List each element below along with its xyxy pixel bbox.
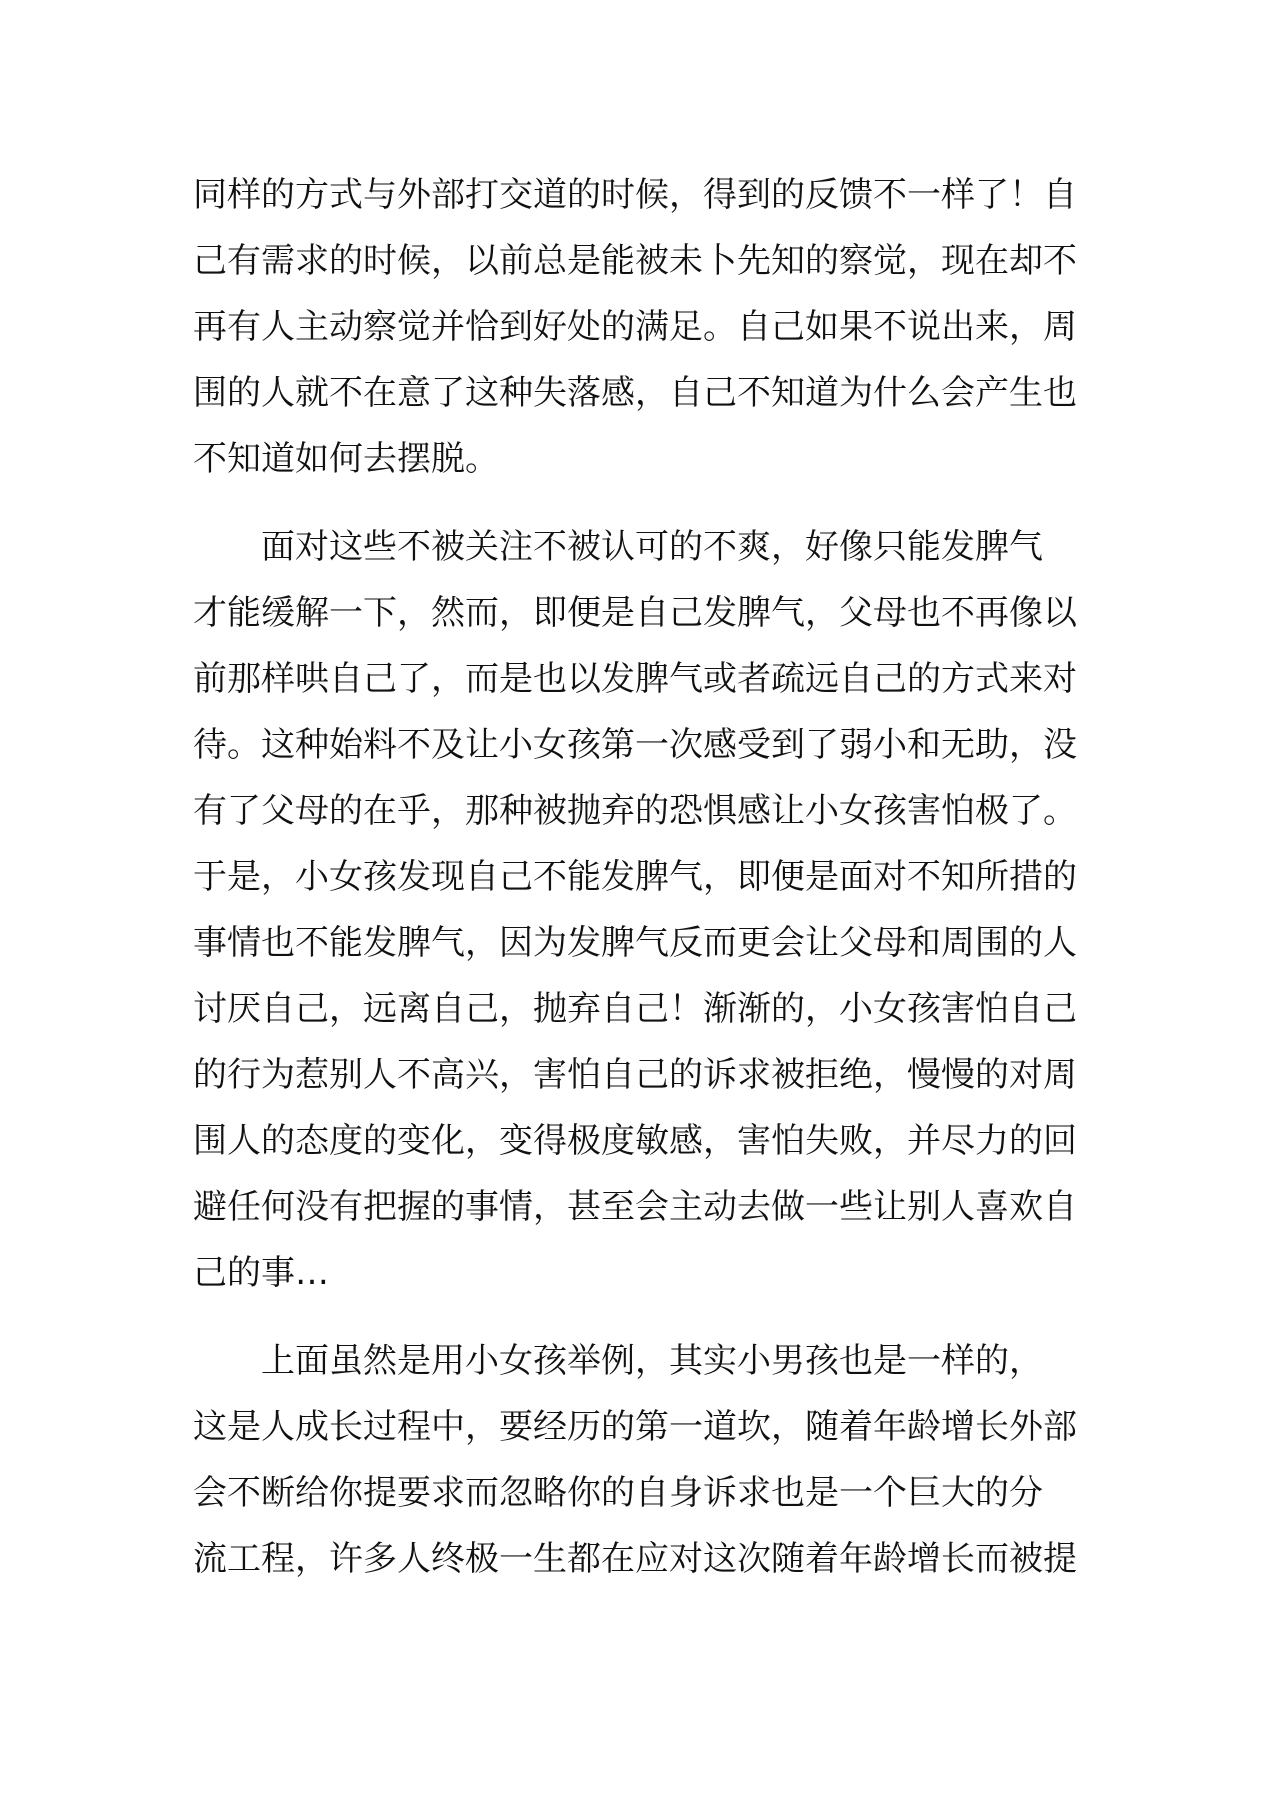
text-line: 会不断给你提要求而忽略你的自身诉求也是一个巨大的分 xyxy=(193,1473,1043,1513)
text-line: 前那样哄自己了，而是也以发脾气或者疏远自己的方式来对 xyxy=(193,659,1077,699)
text-line: 的行为惹别人不高兴，害怕自己的诉求被拒绝，慢慢的对周 xyxy=(193,1055,1077,1095)
text-line: 待。这种始料不及让小女孩第一次感受到了弱小和无助，没 xyxy=(193,725,1077,765)
text-line: 讨厌自己，远离自己，抛弃自己！渐渐的，小女孩害怕自己 xyxy=(193,989,1077,1029)
paragraph-gap xyxy=(193,1306,1093,1328)
text-line: 围人的态度的变化，变得极度敏感，害怕失败，并尽力的回 xyxy=(193,1121,1077,1161)
text-line: 有了父母的在乎，那种被抛弃的恐惧感让小女孩害怕极了。 xyxy=(193,791,1077,831)
paragraph-3 xyxy=(193,1328,1093,1592)
text-line: 己的事… xyxy=(193,1253,329,1293)
text-line: 同样的方式与外部打交道的时候，得到的反馈不一样了！自 xyxy=(193,175,1077,215)
text-line: 上面虽然是用小女孩举例，其实小男孩也是一样的， xyxy=(193,1341,1043,1381)
paragraph-gap xyxy=(193,492,1093,514)
text-line: 面对这些不被关注不被认可的不爽，好像只能发脾气 xyxy=(193,527,1043,567)
text-line: 不知道如何去摆脱。 xyxy=(193,439,499,479)
text-line: 避任何没有把握的事情，甚至会主动去做一些让别人喜欢自 xyxy=(193,1187,1077,1227)
body-text xyxy=(193,162,1093,1592)
text-line: 流工程，许多人终极一生都在应对这次随着年龄增长而被提 xyxy=(193,1539,1077,1579)
text-line: 围的人就不在意了这种失落感，自己不知道为什么会产生也 xyxy=(193,373,1077,413)
text-line: 才能缓解一下，然而，即便是自己发脾气，父母也不再像以 xyxy=(193,593,1077,633)
paragraph-1 xyxy=(193,162,1093,492)
text-line: 于是，小女孩发现自己不能发脾气，即便是面对不知所措的 xyxy=(193,857,1077,897)
text-line: 再有人主动察觉并恰到好处的满足。自己如果不说出来，周 xyxy=(193,307,1077,347)
text-line: 事情也不能发脾气，因为发脾气反而更会让父母和周围的人 xyxy=(193,923,1077,963)
text-line: 这是人成长过程中，要经历的第一道坎，随着年龄增长外部 xyxy=(193,1407,1077,1447)
text-line: 己有需求的时候，以前总是能被未卜先知的察觉，现在却不 xyxy=(193,241,1077,281)
paragraph-2 xyxy=(193,514,1093,1306)
